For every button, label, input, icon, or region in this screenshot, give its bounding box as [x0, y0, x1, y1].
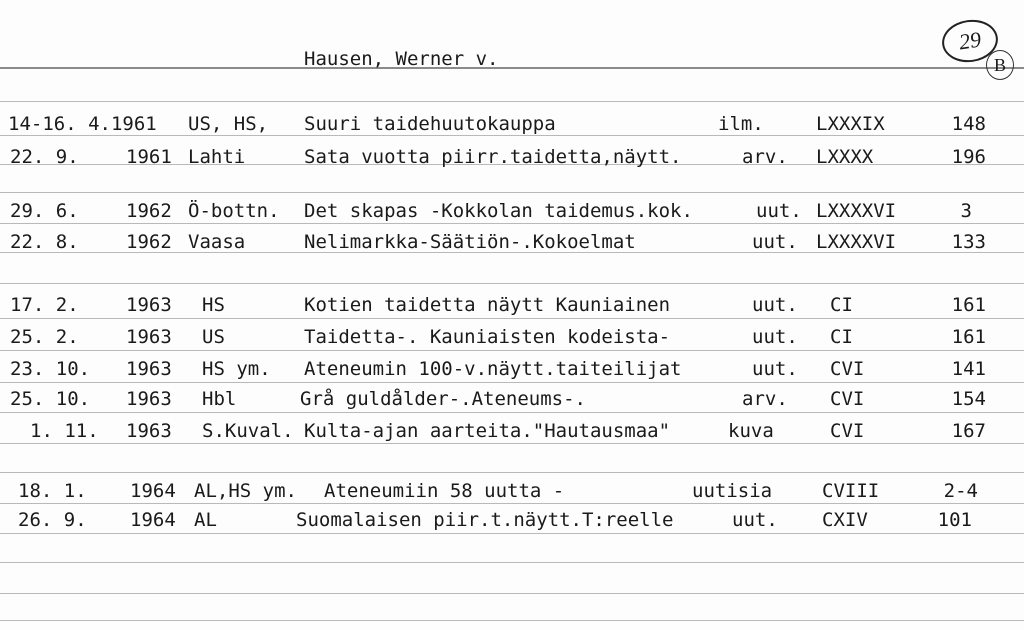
entry-row — [0, 198, 1024, 224]
entry-page: 3 — [960, 200, 972, 222]
entry-year: 1963 — [126, 294, 172, 316]
entry-source: HS ym. — [202, 358, 271, 380]
entry-volume: LXXXXVI — [816, 200, 897, 222]
entry-date: 1. 11. — [30, 420, 99, 442]
entry-type: ilm. — [718, 113, 764, 135]
entry-volume: LXXXIX — [816, 113, 885, 135]
entry-page: 141 — [951, 358, 986, 380]
entry-title: Suomalaisen piir.t.näytt.T:reelle — [296, 509, 674, 531]
entry-row — [0, 144, 1024, 170]
entry-year: 1962 — [126, 231, 172, 253]
entry-title: Grå guldålder-.Ateneums-. — [300, 388, 586, 410]
entry-volume: CXIV — [822, 509, 868, 531]
entry-type: uut. — [752, 326, 798, 348]
rule-line — [0, 101, 1024, 102]
entry-year: 1964 — [130, 480, 176, 502]
entry-volume: CI — [830, 294, 853, 316]
entry-source: Hbl — [202, 388, 237, 410]
rule-line — [0, 593, 1024, 594]
entry-year: 1961 — [126, 146, 172, 168]
rule-line — [0, 350, 1024, 351]
rule-line — [0, 318, 1024, 319]
entry-title: Kulta-ajan aarteita."Hautausmaa" — [304, 420, 671, 442]
page-submark: B — [986, 50, 1014, 80]
entry-page: 154 — [951, 388, 986, 410]
entry-year: 1963 — [126, 388, 172, 410]
entry-date: 22. 8. — [10, 231, 79, 253]
entry-year: 1962 — [126, 200, 172, 222]
entry-source: Vaasa — [188, 231, 246, 253]
entry-year: 1963 — [126, 326, 172, 348]
entry-year: 1963 — [126, 420, 172, 442]
entry-volume: LXXXX — [816, 146, 874, 168]
entry-page: 161 — [951, 326, 986, 348]
rule-line — [0, 192, 1024, 193]
entry-title: Nelimarkka-Säätiön-.Kokoelmat — [304, 231, 636, 253]
entry-row — [0, 356, 1024, 382]
entry-row — [0, 507, 1024, 533]
entry-date: 26. 9. — [18, 509, 87, 531]
rule-line — [0, 472, 1024, 473]
entry-page: 101 — [937, 509, 972, 531]
entry-volume: LXXXXVI — [816, 231, 897, 253]
entry-date: 25. 2. — [10, 326, 79, 348]
entry-source: AL — [194, 509, 217, 531]
rule-line — [0, 620, 1024, 621]
rule-line — [0, 533, 1024, 534]
entry-row — [0, 386, 1024, 412]
entry-title: Taidetta-. Kauniaisten kodeista- — [304, 326, 671, 348]
entry-type: uut. — [752, 358, 798, 380]
rule-line — [0, 412, 1024, 413]
entry-type: kuva — [728, 420, 774, 442]
entry-type: uut. — [756, 200, 802, 222]
entry-source: Ö-bottn. — [188, 200, 280, 222]
entry-title: Suuri taidehuutokauppa — [304, 113, 556, 135]
entry-title: Kotien taidetta näytt Kauniainen — [304, 294, 671, 316]
entry-type: uut. — [752, 231, 798, 253]
entry-date: 14-16. 4.1961 — [8, 113, 157, 135]
entry-source: AL,HS ym. — [194, 480, 297, 502]
entry-row — [0, 324, 1024, 350]
entry-type: arv. — [742, 146, 788, 168]
entry-volume: CVI — [830, 420, 865, 442]
page-number-mark: 29 — [939, 16, 1000, 65]
entry-volume: CVIII — [822, 480, 880, 502]
entry-type: uut. — [732, 509, 778, 531]
rule-line — [0, 562, 1024, 563]
entry-page: 196 — [951, 146, 986, 168]
entry-source: HS — [202, 294, 225, 316]
entry-page: 2-4 — [943, 480, 978, 502]
entry-volume: CVI — [830, 358, 865, 380]
entry-date: 29. 6. — [10, 200, 79, 222]
entry-page: 161 — [951, 294, 986, 316]
entry-date: 17. 2. — [10, 294, 79, 316]
entry-source: S.Kuval. — [202, 420, 294, 442]
entry-row — [0, 292, 1024, 318]
rule-line — [0, 283, 1024, 284]
entry-source: Lahti — [188, 146, 246, 168]
entry-type: uut. — [752, 294, 798, 316]
entry-volume: CI — [830, 326, 853, 348]
entry-page: 148 — [951, 113, 986, 135]
entry-volume: CVI — [830, 388, 865, 410]
entry-title: Ateneumiin 58 uutta - — [324, 480, 565, 502]
entry-source: US — [202, 326, 225, 348]
entry-page: 167 — [951, 420, 986, 442]
entry-date: 25. 10. — [10, 388, 91, 410]
card-header-name: Hausen, Werner v. — [304, 48, 499, 70]
entry-type: arv. — [742, 388, 788, 410]
entry-date: 18. 1. — [18, 480, 87, 502]
entry-date: 22. 9. — [10, 146, 79, 168]
entry-date: 23. 10. — [10, 358, 91, 380]
entry-title: Ateneumin 100-v.näytt.taiteilijat — [304, 358, 682, 380]
entry-row — [0, 418, 1024, 444]
rule-line — [0, 67, 1024, 69]
entry-year: 1964 — [130, 509, 176, 531]
entry-type: uutisia — [692, 480, 773, 502]
entry-year: 1963 — [126, 358, 172, 380]
entry-title: Det skapas -Kokkolan taidemus.kok. — [304, 200, 693, 222]
entry-page: 133 — [951, 231, 986, 253]
entry-row — [0, 229, 1024, 255]
rule-line — [0, 382, 1024, 383]
entry-row — [0, 478, 1024, 504]
entry-row — [0, 111, 1024, 137]
entry-source: US, HS, — [188, 113, 269, 135]
entry-title: Sata vuotta piirr.taidetta,näytt. — [304, 146, 682, 168]
